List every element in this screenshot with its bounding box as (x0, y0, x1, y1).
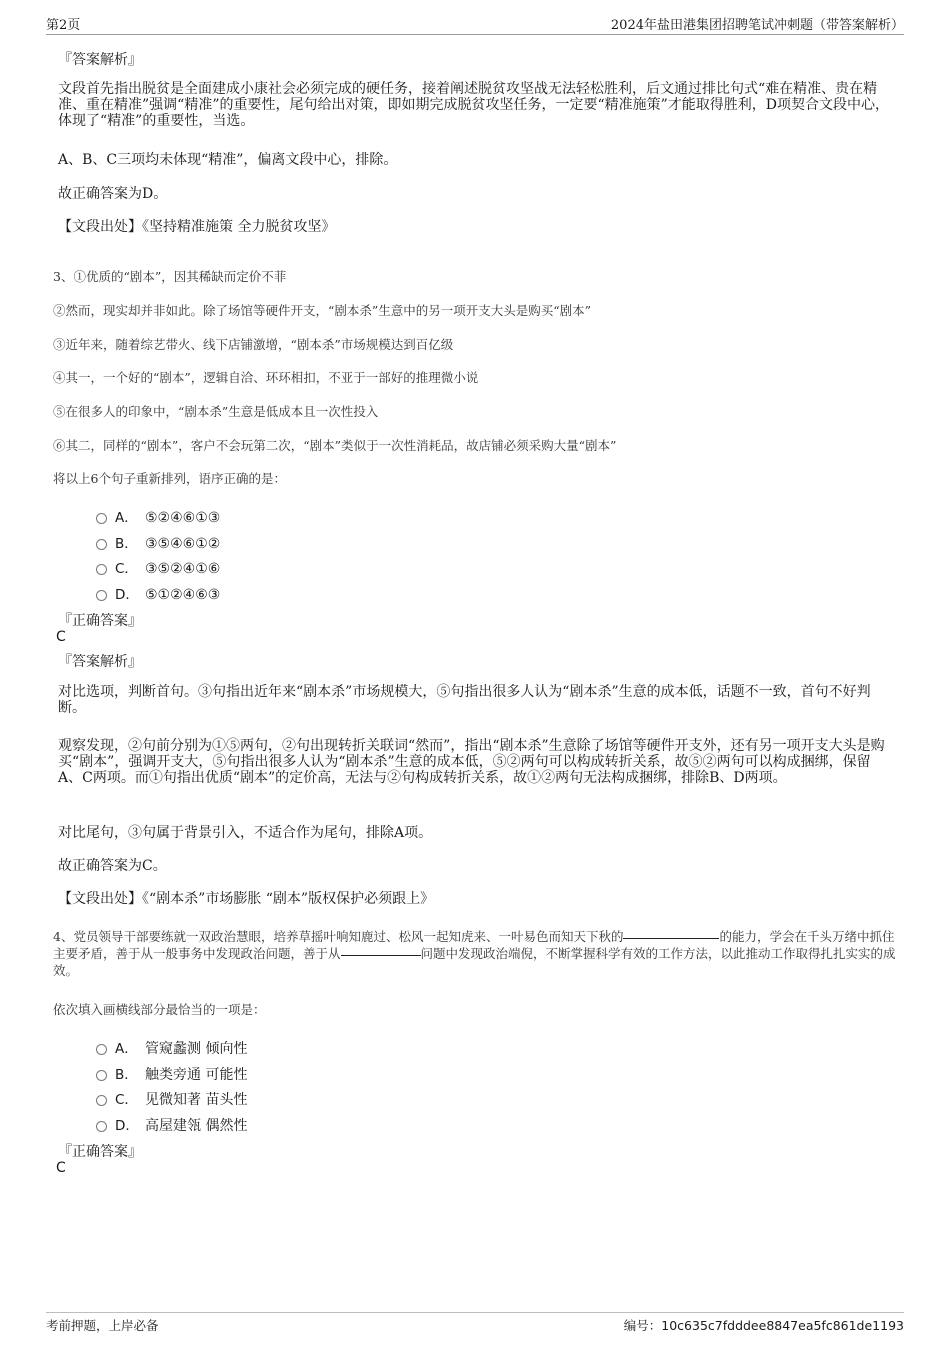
q3-option-a[interactable]: A． ⑤②④⑥①③ (96, 506, 220, 526)
q3-analysis-paragraph-1: 对比选项，判断首句。③句指出近年来“剧本杀”市场规模大，⑤句指出很多人认为“剧本杀”生意的成本低，话题不一致，首句不好判断。 (58, 684, 871, 716)
page-footer (46, 1312, 904, 1333)
q2-analysis-paragraph-3: 故正确答案为D。 (58, 186, 168, 202)
q4-option-a[interactable]: A． 管窥蠡测 倾向性 (96, 1037, 247, 1057)
page-header (46, 14, 904, 35)
q3-answer: C (56, 629, 66, 645)
document-title: 2024年盐田港集团招聘笔试冲刺题（带答案解析） (610, 18, 904, 33)
q3-analysis-paragraph-4: 故正确答案为C。 (58, 858, 167, 874)
q3-option-d[interactable]: D． ⑤①②④⑥③ (96, 583, 220, 603)
q3-sentence-1: 3、①优质的“剧本”，因其稀缺而定价不菲 (53, 269, 287, 284)
radio-icon[interactable] (96, 590, 107, 601)
radio-icon[interactable] (96, 539, 107, 550)
q4-option-d[interactable]: D． 高屋建瓴 偶然性 (96, 1114, 247, 1134)
q3-sentence-4: ④其一，一个好的“剧本”，逻辑自洽、环环相扣，不亚于一部好的推理微小说 (53, 370, 479, 385)
q3-analysis-paragraph-3: 对比尾句，③句属于背景引入，不适合作为尾句，排除A项。 (58, 825, 433, 841)
radio-icon[interactable] (96, 1044, 107, 1055)
fill-blank-2 (341, 954, 421, 956)
q2-analysis-paragraph-1: 文段首先指出脱贫是全面建成小康社会必须完成的硬任务，接着阐述脱贫攻坚战无法轻松胜利，后文通过排比句式“难在精准、贵在精准、重在精准”强调“精准”的重要性，尾句给出对策，即如期完成脱贫攻坚任务，一定要“精准施策”才能取得胜利，D项契合文段中心，体现了“精准”的重要性，当选。 (58, 81, 890, 129)
q3-sentence-5: ⑤在很多人的印象中，“剧本杀”生意是低成本且一次性投入 (53, 404, 379, 419)
q4-option-b[interactable]: B． 触类旁通 可能性 (96, 1063, 247, 1083)
q3-analysis-paragraph-2: 观察发现，②句前分别为①⑤两句，②句出现转折关联词“然而”，指出“剧本杀”生意除了场馆等硬件开支外，还有另一项开支大头是购买“剧本”，强调开支大，⑤句指出很多人认为“剧本杀”生意的成本低，⑤②两句可以构成转折关系，故⑤②两句可以构成捆绑，保留A、C两项。而①句指出优质“剧本”的定价高，无法与②句构成转折关系，故①②两句无法构成捆绑，排除B、D两项。 (58, 738, 885, 786)
option-text: 管窥蠡测 倾向性 (145, 1041, 248, 1057)
option-text: ⑤②④⑥①③ (145, 510, 221, 526)
radio-icon[interactable] (96, 564, 107, 575)
q3-sentence-2: ②然而，现实却并非如此。除了场馆等硬件开支，“剧本杀”生意中的另一项开支大头是购买“剧本” (53, 303, 592, 318)
option-text: 高屋建瓴 偶然性 (145, 1118, 248, 1134)
q4-answer-label: 『正确答案』 (58, 1144, 142, 1160)
radio-icon[interactable] (96, 1095, 107, 1106)
footer-slogan: 考前押题，上岸必备 (46, 1318, 159, 1333)
fill-blank-1 (623, 937, 719, 939)
q3-option-b[interactable]: B． ③⑤④⑥①② (96, 532, 220, 552)
option-text: ③⑤④⑥①② (145, 536, 221, 552)
q4-option-c[interactable]: C． 见微知著 苗头性 (96, 1088, 247, 1108)
option-text: 见微知著 苗头性 (145, 1092, 248, 1108)
radio-icon[interactable] (96, 1121, 107, 1132)
q3-answer-label: 『正确答案』 (58, 613, 142, 629)
q3-sentence-6: ⑥其二，同样的“剧本”，客户不会玩第二次，“剧本”类似于一次性消耗品，故店铺必须采购大量“剧本” (53, 438, 617, 453)
q4-prompt: 依次填入画横线部分最恰当的一项是： (53, 1002, 266, 1017)
option-text: ⑤①②④⑥③ (145, 587, 221, 603)
q4-answer: C (56, 1160, 66, 1176)
q2-source: 【文段出处】《坚持精准施策 全力脱贫攻坚》 (58, 219, 336, 235)
q3-analysis-label: 『答案解析』 (58, 654, 142, 670)
radio-icon[interactable] (96, 1070, 107, 1081)
radio-icon[interactable] (96, 513, 107, 524)
q3-prompt: 将以上6个句子重新排列，语序正确的是： (53, 471, 286, 486)
page-number: 第2页 (46, 18, 81, 33)
q3-option-c[interactable]: C． ③⑤②④①⑥ (96, 557, 220, 577)
option-text: 触类旁通 可能性 (145, 1067, 248, 1083)
q3-sentence-3: ③近年来，随着综艺带火、线下店铺激增，“剧本杀”市场规模达到百亿级 (53, 337, 454, 352)
q3-source: 【文段出处】《“剧本杀”市场膨胀 “剧本”版权保护必须跟上》 (58, 891, 435, 907)
q2-analysis-label: 『答案解析』 (58, 52, 142, 68)
q4-stem: 4、党员领导干部要练就一双政治慧眼，培养草摇叶响知鹿过、松风一起知虎来、一叶易色而知天下秋的 的能力，学会在千头万绪中抓住主要矛盾，善于从一般事务中发现政治问题，善于从 问题中发现政治端倪，不断掌握科学有效的工作方法，以此推动工作取得扎扎实实的成效。 (53, 929, 896, 978)
option-text: ③⑤②④①⑥ (145, 561, 221, 577)
document-code: 编号：10c635c7fdddee8847ea5fc861de1193 (623, 1318, 904, 1333)
q2-analysis-paragraph-2: A、B、C三项均未体现“精准”，偏离文段中心，排除。 (58, 152, 398, 168)
